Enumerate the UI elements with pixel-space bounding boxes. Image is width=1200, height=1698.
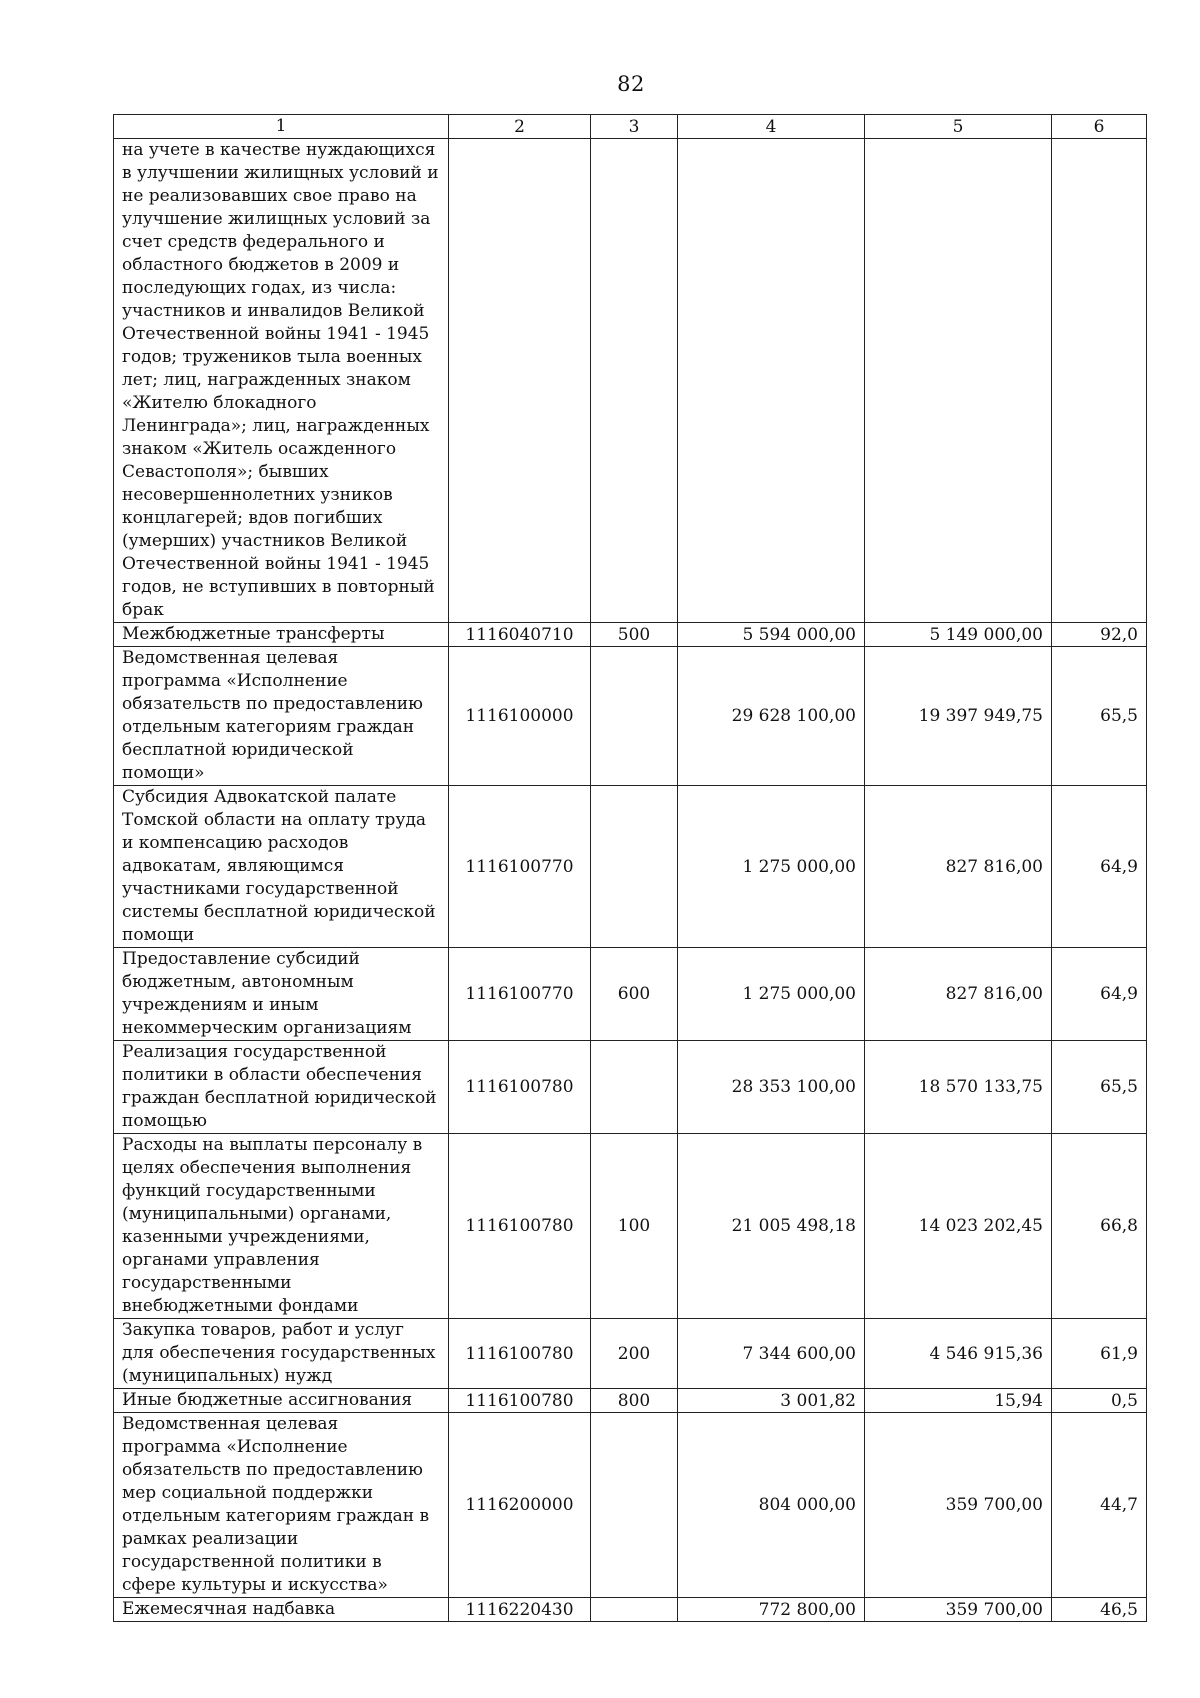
row-percent: 0,5 xyxy=(1052,1389,1147,1413)
row-plan: 3 001,82 xyxy=(678,1389,865,1413)
row-type xyxy=(591,1041,678,1134)
row-code: 1116100770 xyxy=(449,948,591,1041)
row-type xyxy=(591,647,678,786)
row-percent xyxy=(1052,139,1147,623)
page-number: 82 xyxy=(617,72,645,96)
column-number-3: 3 xyxy=(591,115,678,139)
row-fact: 827 816,00 xyxy=(865,786,1052,948)
row-name: Расходы на выплаты персоналу в целях обеспечения выполнения функций государственными (муниципальными) органами, казенными учреждениями, органами управления государственными внебюджетными фондами xyxy=(114,1134,449,1319)
row-name: на учете в качестве нуждающихся в улучшении жилищных условий и не реализовавших свое право на улучшение жилищных условий за счет средств федерального и областного бюджетов в 2009 и последующих годах, из числа: участников и инвалидов Великой Отечественной войны 1941 - 1945 годов; тружеников тыла военных лет; лиц, награжденных знаком «Жителю блокадного Ленинграда»; лиц, награжденных знаком «Житель осажденного Севастополя»; бывших несовершеннолетних узников концлагерей; вдов погибших (умерших) участников Великой Отечественной войны 1941 - 1945 годов, не вступивших в повторный брак xyxy=(114,139,449,623)
table-row xyxy=(114,139,1147,623)
row-type xyxy=(591,1598,678,1622)
table-row xyxy=(114,1598,1147,1622)
row-fact: 359 700,00 xyxy=(865,1413,1052,1598)
row-name: Предоставление субсидий бюджетным, автономным учреждениям и иным некоммерческим организациям xyxy=(114,948,449,1041)
row-name: Закупка товаров, работ и услуг для обеспечения государственных (муниципальных) нужд xyxy=(114,1319,449,1389)
row-type xyxy=(591,139,678,623)
column-number-2: 2 xyxy=(449,115,591,139)
table-row xyxy=(114,786,1147,948)
row-plan: 21 005 498,18 xyxy=(678,1134,865,1319)
table-row xyxy=(114,1134,1147,1319)
row-code: 1116100780 xyxy=(449,1041,591,1134)
row-fact: 4 546 915,36 xyxy=(865,1319,1052,1389)
row-type: 100 xyxy=(591,1134,678,1319)
row-code: 1116220430 xyxy=(449,1598,591,1622)
row-plan: 29 628 100,00 xyxy=(678,647,865,786)
row-name: Межбюджетные трансферты xyxy=(114,623,449,647)
row-percent: 44,7 xyxy=(1052,1413,1147,1598)
row-fact: 359 700,00 xyxy=(865,1598,1052,1622)
row-percent: 92,0 xyxy=(1052,623,1147,647)
table-row xyxy=(114,1413,1147,1598)
column-number-6: 6 xyxy=(1052,115,1147,139)
column-number-5: 5 xyxy=(865,115,1052,139)
table-header-row xyxy=(114,115,1147,139)
row-fact xyxy=(865,139,1052,623)
row-percent: 64,9 xyxy=(1052,786,1147,948)
row-code: 1116100780 xyxy=(449,1389,591,1413)
column-number-1: 1 xyxy=(114,115,449,139)
row-code: 1116100000 xyxy=(449,647,591,786)
row-percent: 65,5 xyxy=(1052,647,1147,786)
row-fact: 5 149 000,00 xyxy=(865,623,1052,647)
row-code: 1116100780 xyxy=(449,1134,591,1319)
row-fact: 18 570 133,75 xyxy=(865,1041,1052,1134)
row-code: 1116040710 xyxy=(449,623,591,647)
row-type xyxy=(591,1413,678,1598)
row-plan: 1 275 000,00 xyxy=(678,948,865,1041)
row-plan: 1 275 000,00 xyxy=(678,786,865,948)
budget-table xyxy=(113,114,1147,1622)
table-row xyxy=(114,1319,1147,1389)
table-row xyxy=(114,623,1147,647)
row-type: 600 xyxy=(591,948,678,1041)
row-fact: 15,94 xyxy=(865,1389,1052,1413)
row-fact: 19 397 949,75 xyxy=(865,647,1052,786)
row-type: 200 xyxy=(591,1319,678,1389)
table-row xyxy=(114,1389,1147,1413)
row-code: 1116100780 xyxy=(449,1319,591,1389)
row-type xyxy=(591,786,678,948)
column-number-4: 4 xyxy=(678,115,865,139)
row-name: Ведомственная целевая программа «Исполнение обязательств по предоставлению мер социальной поддержки отдельным категориям граждан в рамках реализации государственной политики в сфере культуры и искусства» xyxy=(114,1413,449,1598)
row-percent: 66,8 xyxy=(1052,1134,1147,1319)
row-percent: 65,5 xyxy=(1052,1041,1147,1134)
row-percent: 46,5 xyxy=(1052,1598,1147,1622)
table-row xyxy=(114,647,1147,786)
row-code: 1116100770 xyxy=(449,786,591,948)
row-fact: 14 023 202,45 xyxy=(865,1134,1052,1319)
row-fact: 827 816,00 xyxy=(865,948,1052,1041)
row-percent: 64,9 xyxy=(1052,948,1147,1041)
row-type: 500 xyxy=(591,623,678,647)
row-plan: 7 344 600,00 xyxy=(678,1319,865,1389)
table-row xyxy=(114,948,1147,1041)
row-name: Ведомственная целевая программа «Исполнение обязательств по предоставлению отдельным категориям граждан бесплатной юридической помощи» xyxy=(114,647,449,786)
row-code: 1116200000 xyxy=(449,1413,591,1598)
row-plan: 804 000,00 xyxy=(678,1413,865,1598)
row-name: Реализация государственной политики в области обеспечения граждан бесплатной юридической помощью xyxy=(114,1041,449,1134)
row-plan: 5 594 000,00 xyxy=(678,623,865,647)
row-plan: 28 353 100,00 xyxy=(678,1041,865,1134)
row-name: Ежемесячная надбавка xyxy=(114,1598,449,1622)
row-plan: 772 800,00 xyxy=(678,1598,865,1622)
row-plan xyxy=(678,139,865,623)
table-row xyxy=(114,1041,1147,1134)
row-name: Иные бюджетные ассигнования xyxy=(114,1389,449,1413)
row-code xyxy=(449,139,591,623)
row-percent: 61,9 xyxy=(1052,1319,1147,1389)
row-name: Субсидия Адвокатской палате Томской области на оплату труда и компенсацию расходов адвокатам, являющимся участниками государственной системы бесплатной юридической помощи xyxy=(114,786,449,948)
row-type: 800 xyxy=(591,1389,678,1413)
